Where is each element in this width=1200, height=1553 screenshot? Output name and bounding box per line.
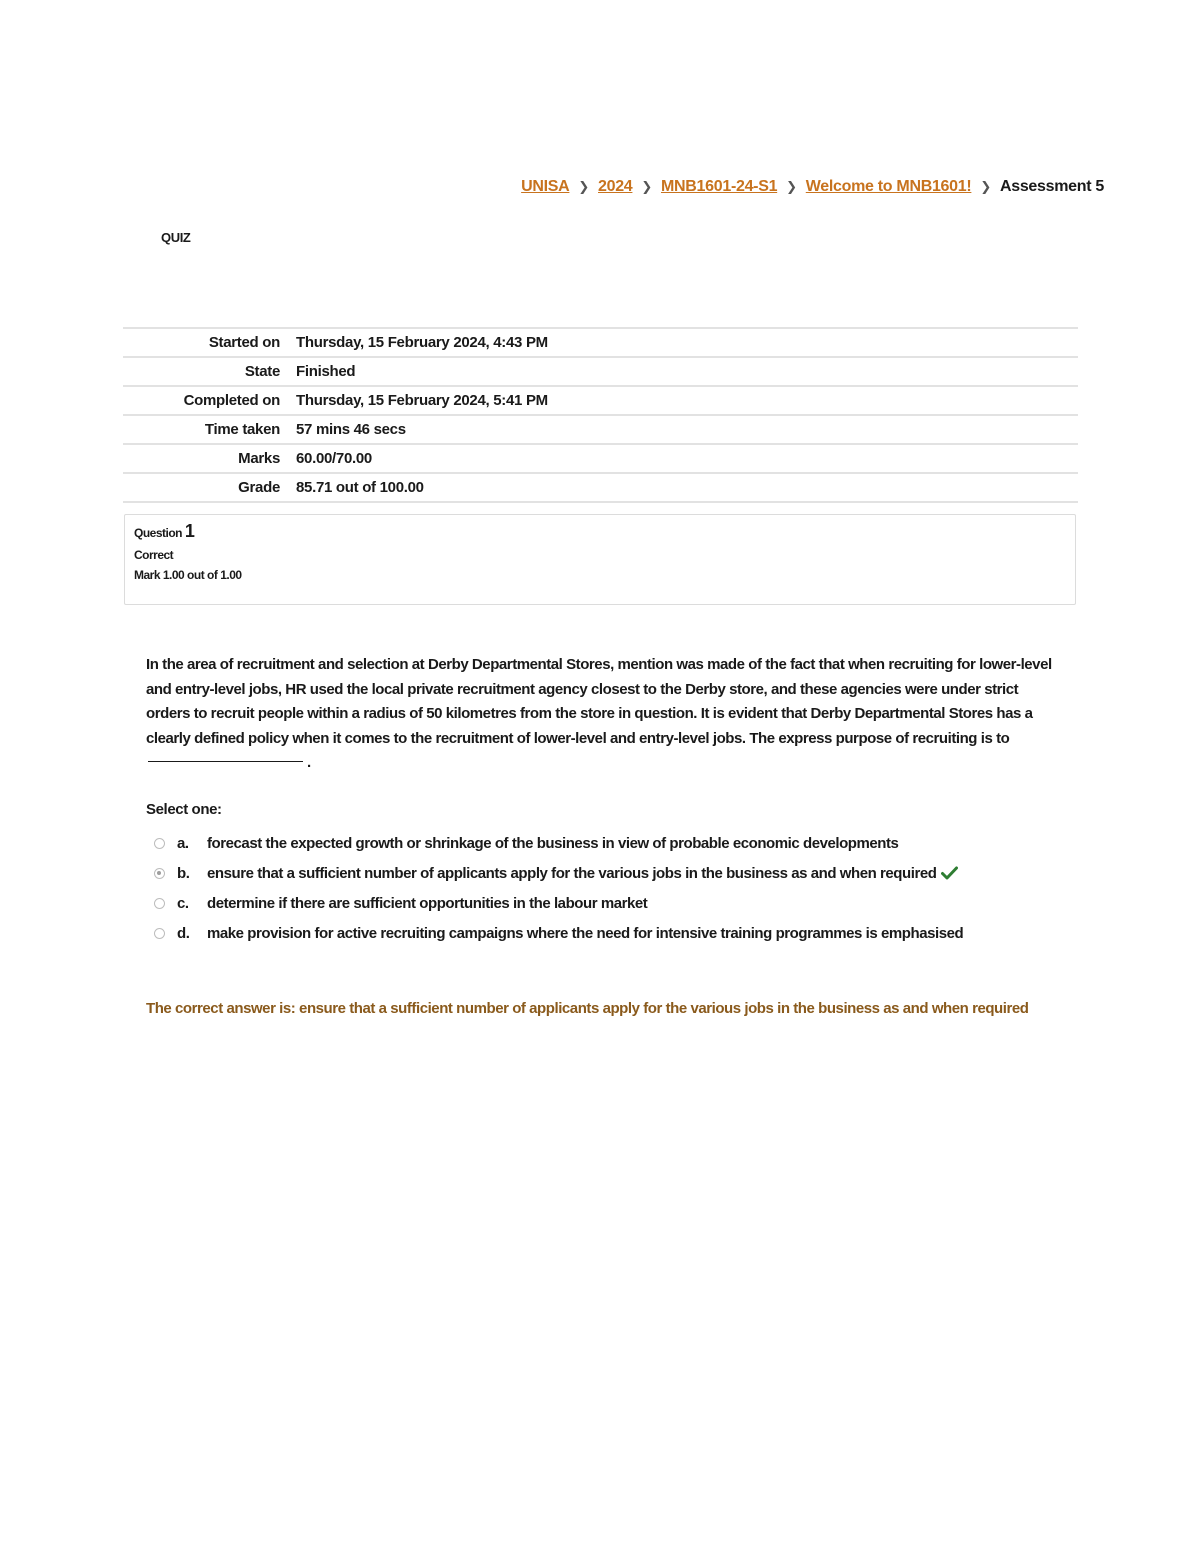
module-type-label: QUIZ xyxy=(161,230,191,245)
question-info-box xyxy=(124,514,1076,605)
breadcrumb-link-unisa[interactable]: UNISA xyxy=(521,178,570,195)
summary-label: Completed on xyxy=(183,392,280,409)
question-text-body: In the area of recruitment and selection at Derby Departmental Stores, mention was made of the fact that when recruiting for lower-level and entry-level jobs, HR used the local private recruitment agency closest to the Derby store, and these agencies were under strict orders to recruit people within a radius of 50 kilometres from the store in question. It is evident that Derby Departmental Stores has a clearly defined policy when it comes to the recruitment of lower-level and entry-level jobs. The express purpose of recruiting is to xyxy=(146,656,1052,747)
breadcrumb-link-year[interactable]: 2024 xyxy=(598,178,633,195)
summary-row-grade xyxy=(123,473,1078,502)
chevron-right-icon: ❯ xyxy=(641,179,653,194)
summary-row-state xyxy=(123,357,1078,386)
summary-label: Time taken xyxy=(204,421,280,438)
summary-row-completed xyxy=(123,386,1078,415)
summary-row-started xyxy=(123,328,1078,357)
breadcrumb-link-course[interactable]: MNB1601-24-S1 xyxy=(661,178,778,195)
answer-letter: c. xyxy=(177,894,189,912)
question-status: Correct xyxy=(134,548,174,562)
answer-option-b[interactable] xyxy=(154,858,963,888)
summary-value: 60.00/70.00 xyxy=(296,450,372,467)
answer-text: make provision for active recruiting campaigns where the need for intensive training programmes is emphasised xyxy=(207,924,964,942)
breadcrumb-current: Assessment 5 xyxy=(999,178,1104,195)
answer-list xyxy=(154,828,963,948)
answer-option-a[interactable] xyxy=(154,828,963,858)
answer-letter: b. xyxy=(177,864,190,882)
summary-value: 85.71 out of 100.00 xyxy=(296,479,424,496)
summary-row-time-taken xyxy=(123,415,1078,444)
question-text xyxy=(146,653,1056,776)
answer-blank xyxy=(148,761,303,762)
breadcrumb xyxy=(521,178,1104,196)
answer-text: determine if there are sufficient opportunities in the labour market xyxy=(207,894,648,912)
answer-option-d[interactable] xyxy=(154,918,963,948)
answer-text: ensure that a sufficient number of applicants apply for the various jobs in the business as and when required xyxy=(207,864,937,882)
radio-button[interactable] xyxy=(154,898,165,909)
correct-answer-feedback: The correct answer is: ensure that a sufficient number of applicants apply for the various jobs in the business as and when required xyxy=(146,1000,1029,1017)
chevron-right-icon: ❯ xyxy=(578,179,590,194)
question-mark: Mark 1.00 out of 1.00 xyxy=(134,568,242,582)
radio-button-selected[interactable] xyxy=(154,868,165,879)
answer-letter: a. xyxy=(177,834,189,852)
question-text-end: . xyxy=(307,754,311,771)
chevron-right-icon: ❯ xyxy=(786,179,797,194)
summary-value: 57 mins 46 secs xyxy=(296,421,406,438)
answer-letter: d. xyxy=(177,924,190,942)
radio-button[interactable] xyxy=(154,838,165,849)
summary-value: Thursday, 15 February 2024, 4:43 PM xyxy=(296,334,548,351)
summary-value: Finished xyxy=(296,363,356,380)
attempt-summary-table xyxy=(123,327,1078,503)
radio-button[interactable] xyxy=(154,928,165,939)
question-number xyxy=(134,521,1075,542)
answer-text: forecast the expected growth or shrinkage of the business in view of probable economic developments xyxy=(207,834,899,852)
question-number-value: 1 xyxy=(184,521,195,541)
check-icon xyxy=(941,866,958,880)
breadcrumb-link-welcome[interactable]: Welcome to MNB1601! xyxy=(805,178,972,195)
summary-label: Marks xyxy=(238,450,280,467)
chevron-right-icon: ❯ xyxy=(980,179,991,194)
summary-label: State xyxy=(244,363,280,380)
summary-label: Started on xyxy=(208,334,280,351)
select-one-prompt: Select one: xyxy=(146,801,222,818)
summary-value: Thursday, 15 February 2024, 5:41 PM xyxy=(296,392,548,409)
question-label: Question xyxy=(134,526,183,540)
summary-row-marks xyxy=(123,444,1078,473)
summary-label: Grade xyxy=(238,479,280,496)
answer-option-c[interactable] xyxy=(154,888,963,918)
